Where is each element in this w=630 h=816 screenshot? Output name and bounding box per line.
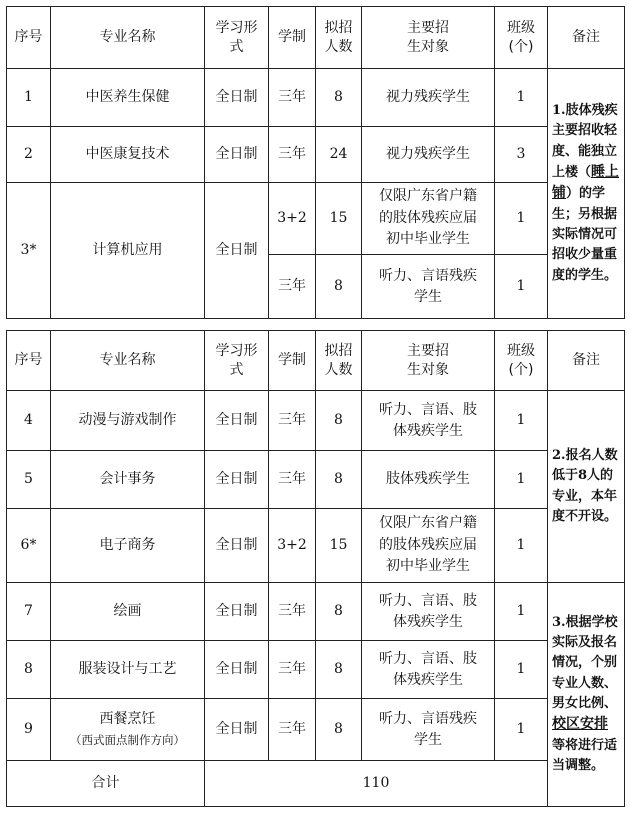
row-major: 中医康复技术 [51, 127, 205, 183]
row-form: 全日制 [205, 641, 269, 699]
header-classes: 班级 (个) [495, 331, 548, 391]
row-count: 8 [316, 451, 362, 509]
row-count: 8 [316, 641, 362, 699]
row-major: 动漫与游戏制作 [51, 391, 205, 451]
row-years: 三年 [269, 451, 316, 509]
row-count: 8 [316, 583, 362, 641]
enrollment-table-1 [6, 6, 625, 319]
header-major: 专业名称 [51, 7, 205, 69]
table-row [7, 183, 625, 255]
header-no: 序号 [7, 7, 51, 69]
row-classes: 1 [495, 509, 548, 583]
row-target: 听力、言语残疾 学生 [362, 699, 495, 761]
row-no: 9 [7, 699, 51, 761]
header-count: 拟招 人数 [316, 331, 362, 391]
row-target: 听力、言语、肢 体残疾学生 [362, 391, 495, 451]
header-notes: 备注 [548, 7, 625, 69]
row-target: 肢体残疾学生 [362, 451, 495, 509]
table-row [7, 127, 625, 183]
header-form: 学习形 式 [205, 7, 269, 69]
header-notes: 备注 [548, 331, 625, 391]
header-row [7, 7, 625, 69]
row-classes: 1 [495, 255, 548, 319]
table-row [7, 509, 625, 583]
row-form: 全日制 [205, 509, 269, 583]
row-classes: 1 [495, 641, 548, 699]
row-major: 会计事务 [51, 451, 205, 509]
row-form: 全日制 [205, 451, 269, 509]
row-count: 8 [316, 69, 362, 127]
row-major: 西餐烹饪 （西式面点制作方向） [51, 699, 205, 761]
row-classes: 3 [495, 127, 548, 183]
table-row [7, 583, 625, 641]
row-count: 8 [316, 699, 362, 761]
total-row [7, 761, 625, 807]
row-major: 服装设计与工艺 [51, 641, 205, 699]
row-count: 8 [316, 391, 362, 451]
row-classes: 1 [495, 391, 548, 451]
row-major: 绘画 [51, 583, 205, 641]
header-major: 专业名称 [51, 331, 205, 391]
row-years: 三年 [269, 69, 316, 127]
header-years: 学制 [269, 7, 316, 69]
row-no: 6* [7, 509, 51, 583]
row-count: 15 [316, 183, 362, 255]
row-count: 15 [316, 509, 362, 583]
row-target: 仅限广东省户籍 的肢体残疾应届 初中毕业学生 [362, 509, 495, 583]
row-form: 全日制 [205, 183, 269, 319]
row-classes: 1 [495, 183, 548, 255]
row-form: 全日制 [205, 583, 269, 641]
note-3: 3.根据学校实际及报名情况，个别专业人数、男女比例、校区安排等将进行适当调整。 [548, 583, 625, 807]
row-no: 1 [7, 69, 51, 127]
row-classes: 1 [495, 69, 548, 127]
row-years: 3+2 [269, 183, 316, 255]
header-classes: 班级 (个) [495, 7, 548, 69]
row-no: 2 [7, 127, 51, 183]
row-target: 视力残疾学生 [362, 127, 495, 183]
row-years: 三年 [269, 699, 316, 761]
row-target: 仅限广东省户籍 的肢体残疾应届 初中毕业学生 [362, 183, 495, 255]
header-years: 学制 [269, 331, 316, 391]
row-target: 听力、言语、肢 体残疾学生 [362, 641, 495, 699]
table-row [7, 451, 625, 509]
header-target: 主要招 生对象 [362, 7, 495, 69]
table-row [7, 699, 625, 761]
row-years: 三年 [269, 127, 316, 183]
table-row [7, 391, 625, 451]
row-form: 全日制 [205, 127, 269, 183]
row-classes: 1 [495, 451, 548, 509]
row-count: 24 [316, 127, 362, 183]
note-1: 1.肢体残疾主要招收轻度、能独立上楼（睡上铺）的学生；另根据实际情况可招收少量重度的学生。 [548, 69, 625, 319]
row-years: 三年 [269, 583, 316, 641]
row-no: 5 [7, 451, 51, 509]
row-form: 全日制 [205, 69, 269, 127]
row-years: 三年 [269, 391, 316, 451]
row-no: 3* [7, 183, 51, 319]
total-value: 110 [205, 761, 548, 807]
row-target: 听力、言语残疾 学生 [362, 255, 495, 319]
row-classes: 1 [495, 583, 548, 641]
row-target: 视力残疾学生 [362, 69, 495, 127]
row-major: 中医养生保健 [51, 69, 205, 127]
row-years: 三年 [269, 255, 316, 319]
row-no: 4 [7, 391, 51, 451]
enrollment-table-2 [6, 330, 625, 807]
row-form: 全日制 [205, 699, 269, 761]
note-2: 2.报名人数低于8人的专业，本年度不开设。 [548, 391, 625, 583]
row-major: 电子商务 [51, 509, 205, 583]
header-count: 拟招 人数 [316, 7, 362, 69]
row-count: 8 [316, 255, 362, 319]
table-row [7, 69, 625, 127]
header-target: 主要招 生对象 [362, 331, 495, 391]
header-no: 序号 [7, 331, 51, 391]
row-no: 8 [7, 641, 51, 699]
row-major: 计算机应用 [51, 183, 205, 319]
row-target: 听力、言语、肢 体残疾学生 [362, 583, 495, 641]
header-row [7, 331, 625, 391]
row-no: 7 [7, 583, 51, 641]
row-years: 三年 [269, 641, 316, 699]
row-classes: 1 [495, 699, 548, 761]
header-form: 学习形 式 [205, 331, 269, 391]
total-label: 合计 [7, 761, 205, 807]
row-years: 3+2 [269, 509, 316, 583]
row-form: 全日制 [205, 391, 269, 451]
table-row [7, 641, 625, 699]
